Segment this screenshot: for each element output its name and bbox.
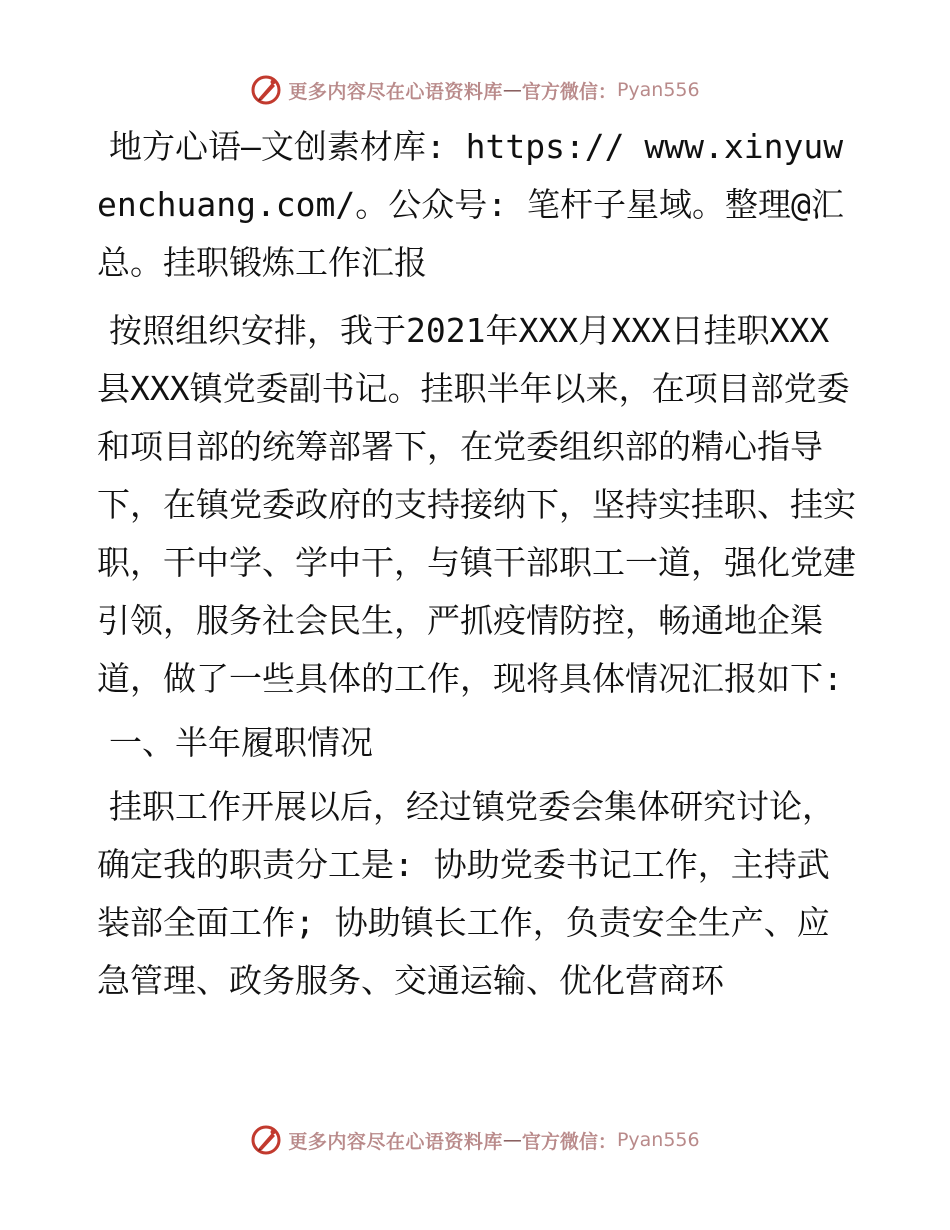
document-body bbox=[97, 118, 857, 1010]
banner-wechat-id: Pyan556 bbox=[616, 1129, 700, 1151]
banner-separator: — bbox=[502, 1129, 522, 1151]
banner-wechat-label: 官方微信： bbox=[521, 1130, 617, 1153]
banner-wechat-id: Pyan556 bbox=[616, 79, 700, 101]
header-banner bbox=[0, 70, 950, 110]
banner-slogan: 更多内容尽在心语资料库 bbox=[288, 80, 503, 103]
banner-slogan: 更多内容尽在心语资料库 bbox=[288, 1130, 503, 1153]
banner-separator: — bbox=[502, 79, 522, 101]
intro-paragraph: 地方心语—文创素材库: https:// www.xinyuwenchuang.com/。公众号: 笔杆子星域。整理@汇总。挂职锻炼工作汇报 bbox=[97, 127, 844, 282]
banner-wechat-label: 官方微信： bbox=[521, 80, 617, 103]
body-paragraph-1: 按照组织安排，我于2021年XXX月XXX日挂职XXX县XXX镇党委副书记。挂职半年以来，在项目部党委和项目部的统筹部署下，在党委组织部的精心指导下，在镇党委政府的支持接纳下，坚持实挂职、挂实职，干中学、学中干，与镇干部职工一道，强化党建引领，服务社会民生，严抓疫情防控，畅通地企渠道，做了一些具体的工作，现将具体情况汇报如下: bbox=[97, 311, 856, 698]
footer-banner bbox=[0, 1120, 950, 1160]
body-paragraph-2: 挂职工作开展以后，经过镇党委会集体研究讨论，确定我的职责分工是: 协助党委书记工作，主持武装部全面工作; 协助镇长工作，负责安全生产、应急管理、政务服务、交通运输、优化营商环 bbox=[97, 787, 835, 1000]
section-heading-1: 一、半年履职情况 bbox=[109, 723, 373, 762]
pen-circle-logo-icon bbox=[250, 1124, 282, 1156]
pen-circle-logo-icon bbox=[250, 74, 282, 106]
